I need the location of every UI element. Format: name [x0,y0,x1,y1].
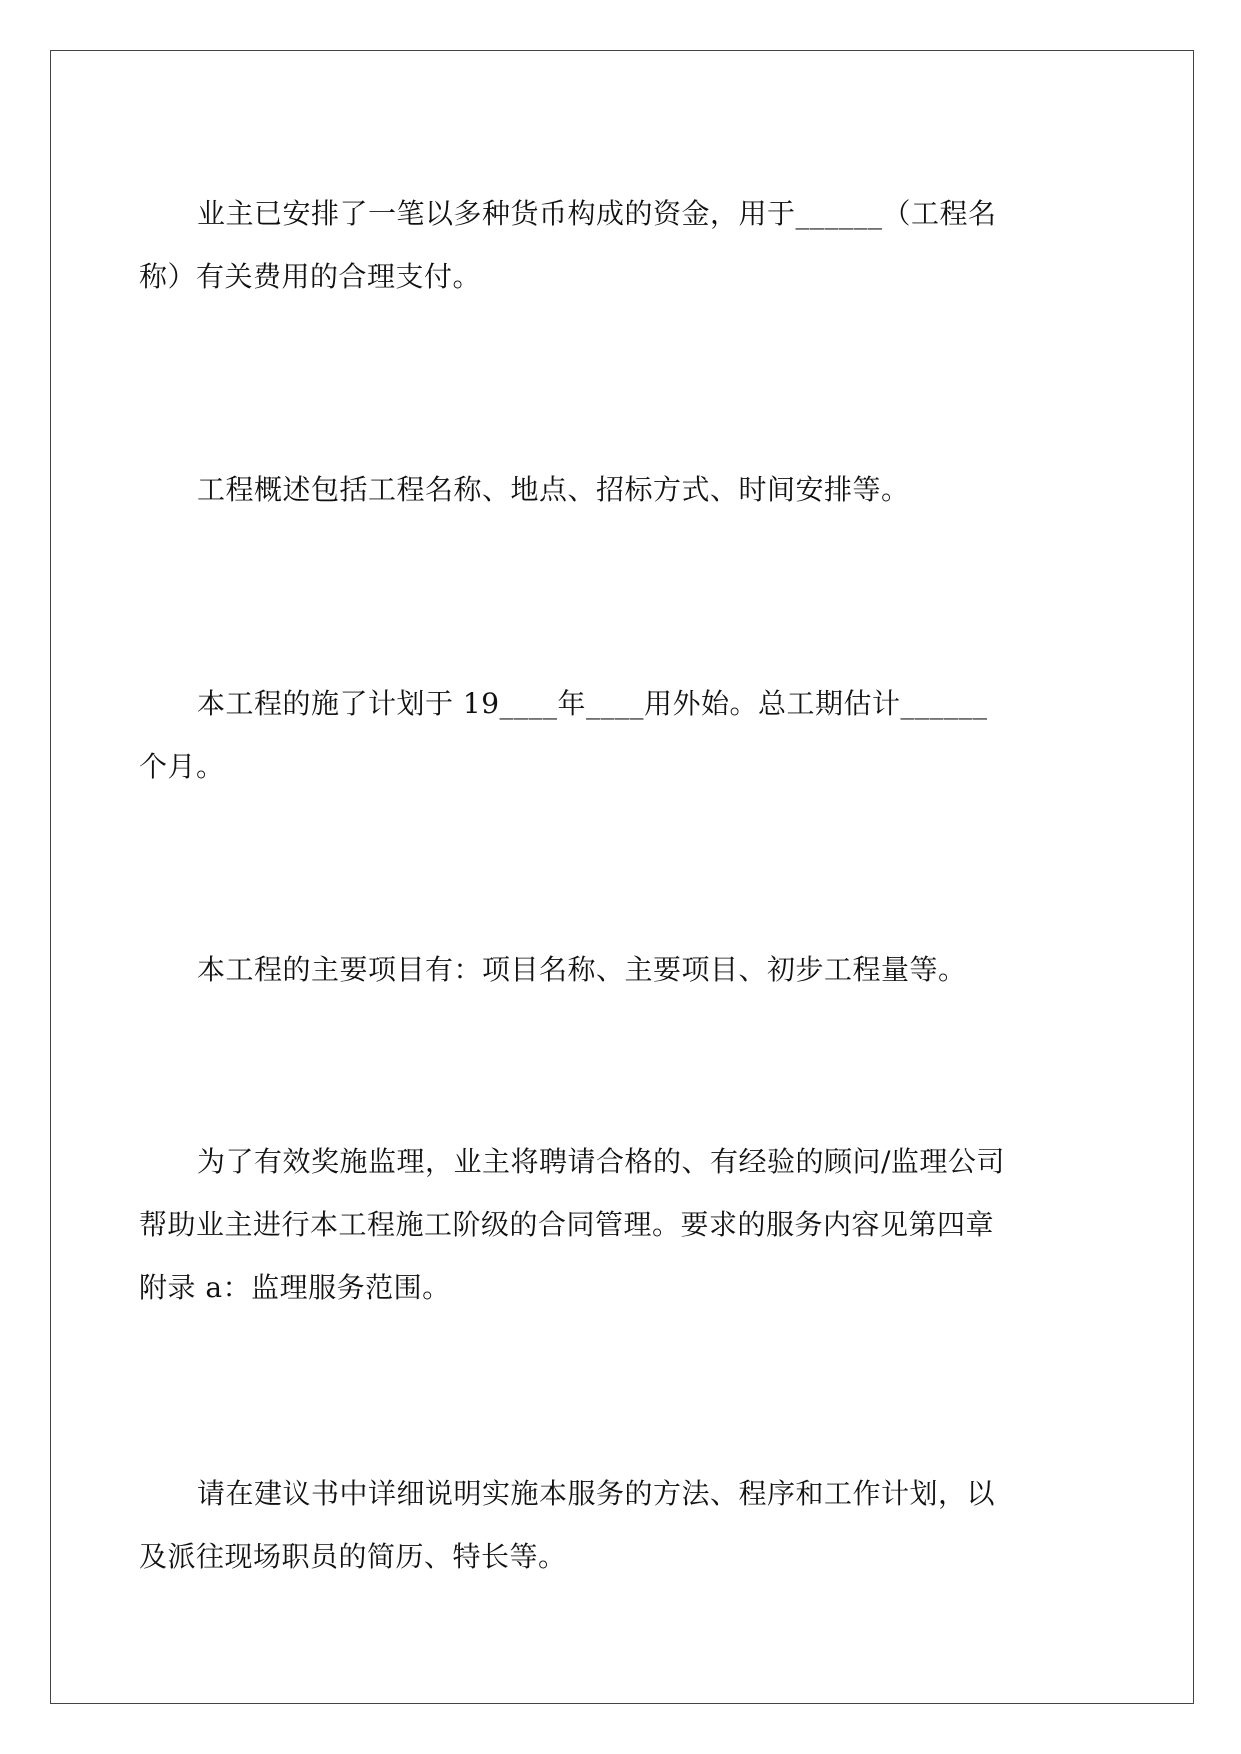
paragraph-project-overview: 工程概述包括工程名称、地点、招标方式、时间安排等。 [197,473,910,506]
paragraph-supervision: 为了有效奖施监理，业主将聘请合格的、有经验的顾问/监理公司帮助业主进行本工程施工阶级的合同管理。要求的服务内容见第四章附录 a：监理服务范围。 [139,1145,1005,1304]
paragraph-funding: 业主已安排了一笔以多种货币构成的资金，用于______（工程名称）有关费用的合理支付。 [139,197,997,293]
paragraph-proposal-requirements: 请在建议书中详细说明实施本服务的方法、程序和工作计划，以及派往现场职员的简历、特长等。 [139,1477,996,1573]
paragraph-schedule: 本工程的施了计划于 19____年____用外始。总工期估计______个月。 [139,687,988,783]
paragraph-main-items: 本工程的主要项目有：项目名称、主要项目、初步工程量等。 [197,953,967,986]
